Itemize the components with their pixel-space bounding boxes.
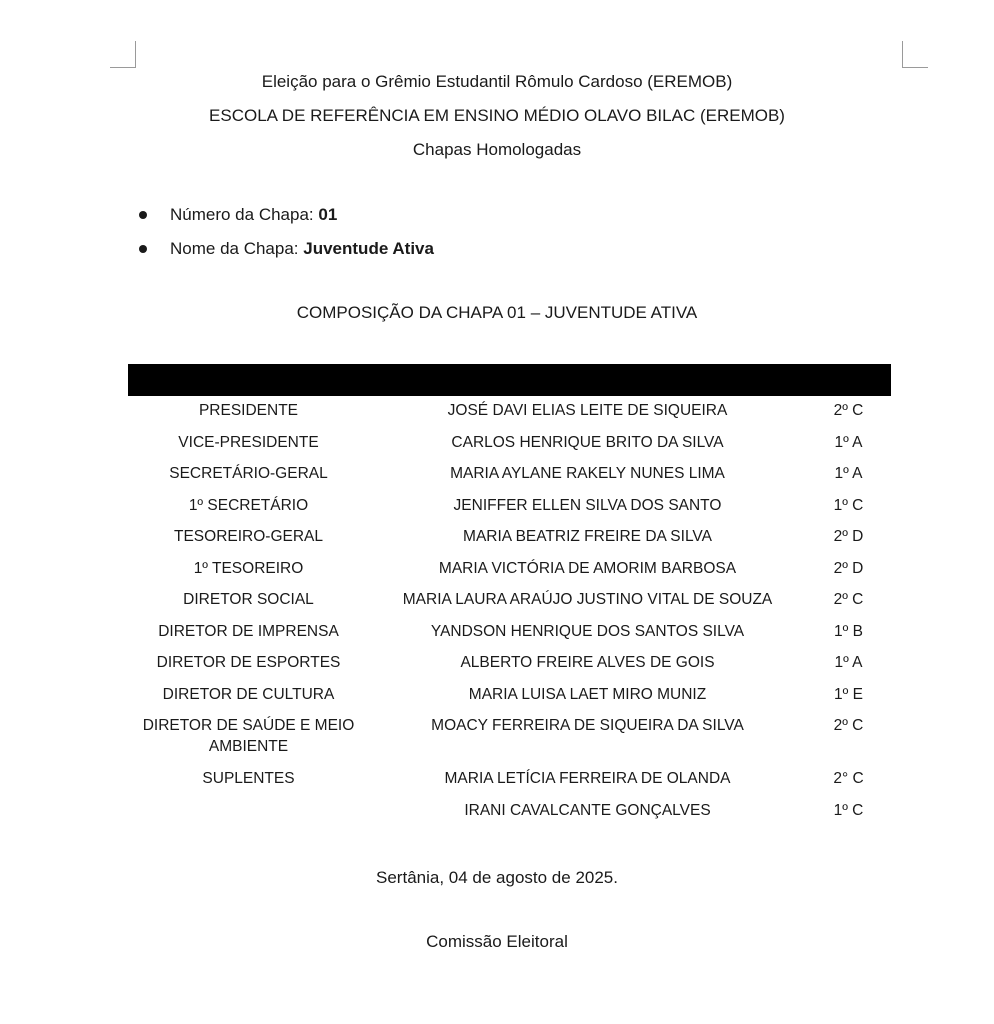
member-name: MARIA LAURA ARAÚJO JUSTINO VITAL DE SOUZA — [402, 591, 773, 608]
member-role: 1º TESOREIRO — [193, 559, 304, 577]
member-name: MARIA VICTÓRIA DE AMORIM BARBOSA — [438, 559, 737, 577]
table-row — [128, 796, 891, 828]
composition-title: COMPOSIÇÃO DA CHAPA 01 – JUVENTUDE ATIVA — [296, 303, 698, 322]
table-row — [128, 428, 891, 460]
chapa-number-item — [137, 204, 434, 238]
document-subtitle: Chapas Homologadas — [412, 140, 582, 159]
member-name: YANDSON HENRIQUE DOS SANTOS SILVA — [430, 622, 745, 640]
member-role: DIRETOR SOCIAL — [183, 591, 314, 608]
table-row — [128, 554, 891, 586]
member-role: TESOREIRO-GERAL — [174, 528, 323, 545]
chapa-info-list — [137, 204, 434, 272]
member-name: MARIA LUISA LAET MIRO MUNIZ — [468, 685, 707, 703]
member-class: 1º A — [834, 654, 863, 671]
members-table — [128, 364, 891, 827]
member-class: 1º A — [834, 433, 863, 451]
member-class: 2º D — [833, 528, 864, 545]
table-row — [128, 617, 891, 649]
member-role: DIRETOR DE IMPRENSA — [158, 622, 339, 640]
table-row — [128, 680, 891, 712]
member-role: DIRETOR DE SAÚDE E MEIO AMBIENTE — [142, 717, 355, 755]
document-title: Eleição para o Grêmio Estudantil Rômulo Cardoso (EREMOB) — [261, 72, 733, 91]
member-role: DIRETOR DE ESPORTES — [156, 654, 341, 671]
table-row — [128, 522, 891, 554]
member-name: MARIA LETÍCIA FERREIRA DE OLANDA — [444, 770, 731, 787]
member-name: MOACY FERREIRA DE SIQUEIRA DA SILVA — [431, 717, 744, 734]
member-class: 1º C — [833, 496, 864, 514]
table-header-cell-class — [806, 364, 891, 396]
member-name: CARLOS HENRIQUE BRITO DA SILVA — [451, 433, 724, 451]
table-row — [128, 491, 891, 523]
date-line: Sertânia, 04 de agosto de 2025. — [376, 868, 618, 887]
member-name: MARIA AYLANE RAKELY NUNES LIMA — [450, 465, 725, 482]
member-class: 1º E — [834, 685, 863, 703]
member-name: MARIA BEATRIZ FREIRE DA SILVA — [463, 528, 712, 545]
member-class: 2º D — [833, 559, 864, 577]
member-name: JENIFFER ELLEN SILVA DOS SANTO — [453, 496, 722, 514]
bullet-icon — [139, 211, 147, 219]
table-row — [128, 585, 891, 617]
member-class: 1º B — [834, 622, 863, 640]
table-row — [128, 459, 891, 491]
signature-commission: Comissão Eleitoral — [426, 932, 568, 951]
table-row — [128, 711, 891, 764]
chapa-name-label: Nome da Chapa: — [170, 239, 299, 258]
member-role: DIRETOR DE CULTURA — [162, 685, 335, 703]
table-row — [128, 764, 891, 796]
member-role: SUPLENTES — [202, 770, 295, 787]
member-role — [128, 796, 369, 828]
member-role: SECRETÁRIO-GERAL — [169, 465, 328, 482]
table-header-cell-name — [369, 364, 806, 396]
chapa-number-label: Número da Chapa: — [170, 205, 314, 224]
member-role: VICE-PRESIDENTE — [178, 433, 319, 451]
bullet-icon — [139, 245, 147, 253]
chapa-name-item — [137, 238, 434, 272]
member-class: 1º A — [834, 465, 863, 482]
member-class: 2º C — [833, 402, 864, 419]
school-name: ESCOLA DE REFERÊNCIA EM ENSINO MÉDIO OLAVO BILAC (EREMOB) — [209, 106, 785, 125]
member-name: ALBERTO FREIRE ALVES DE GOIS — [460, 654, 715, 671]
chapa-number-value: 01 — [318, 205, 338, 224]
table-row — [128, 648, 891, 680]
chapa-name-value: Juventude Ativa — [303, 239, 434, 258]
member-class: 2° C — [833, 770, 864, 787]
table-header-cell-role — [128, 364, 369, 396]
member-class: 2º C — [833, 717, 864, 734]
member-class: 2º C — [833, 591, 864, 608]
table-header-row — [128, 364, 891, 396]
member-role: PRESIDENTE — [198, 402, 299, 419]
member-role: 1º SECRETÁRIO — [188, 496, 309, 514]
table-row — [128, 396, 891, 428]
member-name: JOSÉ DAVI ELIAS LEITE DE SIQUEIRA — [447, 402, 728, 419]
member-name: IRANI CAVALCANTE GONÇALVES — [464, 801, 711, 819]
member-class: 1º C — [833, 801, 864, 819]
